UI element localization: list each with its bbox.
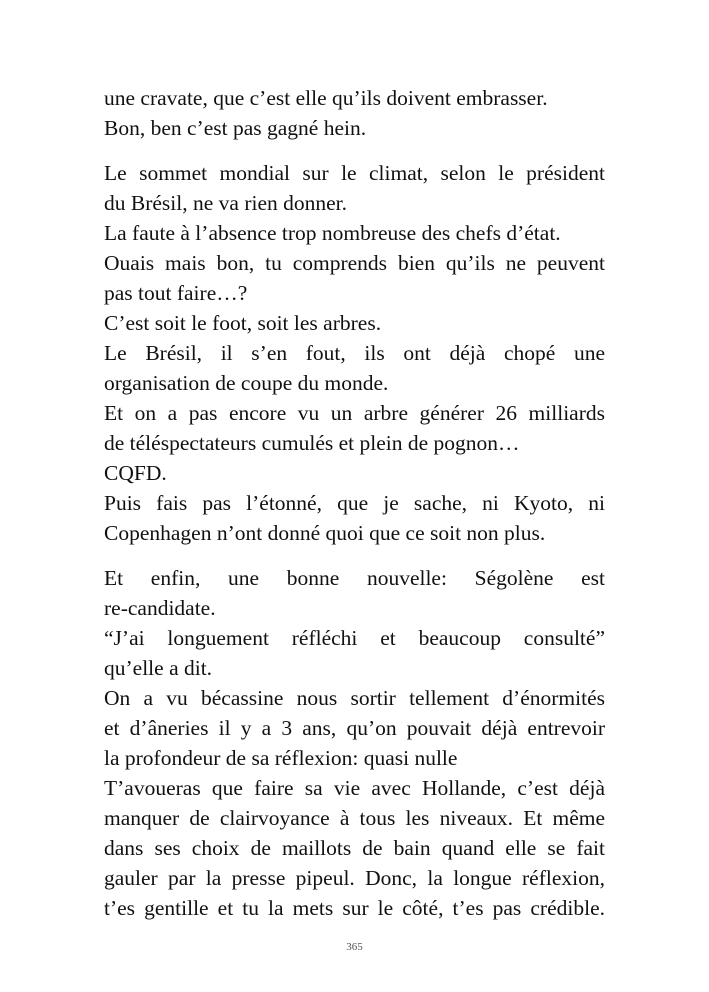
- text-line: re-candidate.: [104, 596, 216, 620]
- paragraph: [104, 563, 605, 923]
- text-line: Bon, ben c’est pas gagné hein.: [104, 116, 367, 140]
- text-line: une cravate, que c’est elle qu’ils doivent embrasser.: [104, 86, 548, 110]
- text-line: la profondeur de sa réflexion: quasi nulle: [104, 746, 458, 770]
- text-line: Et on a pas encore vu un arbre générer 26 milliards: [104, 401, 605, 425]
- text-line: CQFD.: [104, 461, 167, 485]
- paragraph: [104, 83, 605, 143]
- text-line: de téléspectateurs cumulés et plein de pognon…: [104, 431, 520, 455]
- text-line: Le Brésil, il s’en fout, ils ont déjà chopé une: [104, 341, 605, 365]
- text-line: La faute à l’absence trop nombreuse des chefs d’état.: [104, 221, 561, 245]
- body-text: [104, 83, 605, 923]
- text-line: “J’ai longuement réfléchi et beaucoup consulté”: [104, 626, 605, 650]
- text-line: t’es gentille et tu la mets sur le côté, t’es pas crédible.: [104, 896, 605, 920]
- text-line: Puis fais pas l’étonné, que je sache, ni Kyoto, ni: [104, 491, 605, 515]
- text-line: gauler par la presse pipeul. Donc, la longue réflexion,: [104, 866, 605, 890]
- text-line: et d’âneries il y a 3 ans, qu’on pouvait déjà entrevoir: [104, 716, 605, 740]
- text-line: T’avoueras que faire sa vie avec Hollande, c’est déjà: [104, 776, 605, 800]
- paragraph-gap: [104, 548, 605, 563]
- paragraph: [104, 158, 605, 548]
- text-line: du Brésil, ne va rien donner.: [104, 191, 348, 215]
- text-line: On a vu bécassine nous sortir tellement d’énormités: [104, 686, 605, 710]
- text-line: pas tout faire…?: [104, 281, 248, 305]
- page-number: 365: [346, 941, 363, 953]
- text-line: dans ses choix de maillots de bain quand elle se fait: [104, 836, 605, 860]
- text-line: Ouais mais bon, tu comprends bien qu’ils ne peuvent: [104, 251, 605, 275]
- text-line: manquer de clairvoyance à tous les niveaux. Et même: [104, 806, 605, 830]
- text-line: Copenhagen n’ont donné quoi que ce soit non plus.: [104, 521, 546, 545]
- text-line: organisation de coupe du monde.: [104, 371, 389, 395]
- text-line: qu’elle a dit.: [104, 656, 213, 680]
- paragraph-gap: [104, 143, 605, 158]
- text-line: C’est soit le foot, soit les arbres.: [104, 311, 382, 335]
- text-line: Et enfin, une bonne nouvelle: Ségolène est: [104, 566, 605, 590]
- text-line: Le sommet mondial sur le climat, selon le président: [104, 161, 605, 185]
